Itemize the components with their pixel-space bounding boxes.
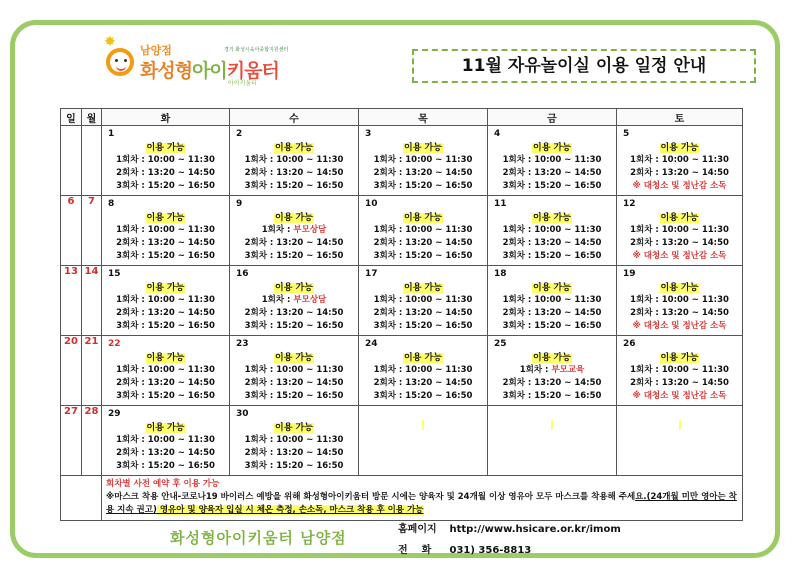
session-line: 2회차 : 13:20 ~ 14:50	[116, 168, 215, 178]
logo	[104, 34, 324, 90]
day-cell	[488, 406, 617, 476]
session-line: 2회차 : 13:20 ~ 14:50	[630, 378, 729, 388]
header-cell: 화	[102, 109, 230, 126]
session-line: 1회차 : 10:00 ~ 11:30	[116, 225, 215, 235]
status-label: 이용 가능	[660, 213, 699, 223]
calendar-table	[60, 108, 743, 521]
status-label	[617, 420, 742, 430]
status-label: 이용 가능	[146, 423, 185, 433]
smile-face-icon	[106, 48, 134, 76]
session-line: ※ 대청소 및 정난감 소독	[632, 321, 727, 331]
status-label: 이용 가능	[660, 283, 699, 293]
weekend-day-sun: 6	[61, 196, 82, 266]
day-cell	[102, 336, 230, 406]
status-label: 이용 가능	[404, 353, 442, 363]
status-label: 이용 가능	[404, 213, 442, 223]
session-line: 2회차 : 13:20 ~ 14:50	[630, 238, 729, 248]
mask-note: ※마스크 착용 안내-코로나19 바이러스 예방을 위해 화성형아이키움터 방문 시에는 양육자 및 24개월 이상 영유아 모두 마스크를 착용해 주세요.(24개월 미만 영아는 착용 지속 권고) 영유아 및 양육자 입실 시 체온 측정, 손소독, 마스크 착용 후 이용 가능	[106, 492, 737, 515]
day-number: 30	[236, 409, 249, 419]
session-line: 2회차 : 13:20 ~ 14:50	[373, 308, 473, 318]
session-line: 3회차 : 15:20 ~ 16:50	[244, 321, 344, 331]
session-line: 3회차 : 15:20 ~ 16:50	[244, 391, 344, 401]
session-line: 3회차 : 15:20 ~ 16:50	[116, 461, 215, 471]
session-line: 1회차 : 10:00 ~ 11:30	[244, 435, 344, 445]
status-label: 이용 가능	[146, 143, 185, 153]
day-cell	[230, 266, 359, 336]
day-number: 11	[494, 199, 507, 209]
session-line: 2회차 : 13:20 ~ 14:50	[373, 168, 473, 178]
status-label: 이용 가능	[275, 353, 313, 363]
day-cell	[617, 266, 743, 336]
weekend-day-mon: 21	[82, 336, 102, 406]
day-number: 25	[494, 339, 507, 349]
day-cell	[488, 126, 617, 196]
day-cell	[617, 406, 743, 476]
session-line: 2회차 : 13:20 ~ 14:50	[116, 378, 215, 388]
status-label: 이용 가능	[275, 213, 313, 223]
day-cell	[488, 336, 617, 406]
session-line: 2회차 : 13:20 ~ 14:50	[502, 378, 602, 388]
day-number: 23	[236, 339, 249, 349]
session-line: 1회차 : 10:00 ~ 11:30	[116, 365, 215, 375]
header-cell: 수	[230, 109, 359, 126]
session-line: 1회차 : 부모교육	[519, 365, 585, 375]
session-line: 1회차 : 10:00 ~ 11:30	[502, 155, 602, 165]
reservation-note: 회차별 사전 예약 후 이용 가능	[106, 479, 220, 489]
day-number: 9	[236, 199, 243, 209]
phone-label: 전 화	[398, 545, 432, 556]
day-cell	[617, 126, 743, 196]
status-label: 이용 가능	[275, 283, 313, 293]
session-line: 1회차 : 10:00 ~ 11:30	[244, 365, 344, 375]
day-number: 2	[236, 129, 243, 139]
session-line: 1회차 : 10:00 ~ 11:30	[373, 295, 473, 305]
session-line: 2회차 : 13:20 ~ 14:50	[244, 238, 344, 248]
session-line: ※ 대청소 및 정난감 소독	[632, 251, 727, 261]
day-cell	[230, 196, 359, 266]
week-row	[61, 196, 743, 266]
header-cell: 토	[617, 109, 743, 126]
session-line: 2회차 : 13:20 ~ 14:50	[244, 168, 344, 178]
session-line: ※ 대청소 및 정난감 소독	[632, 391, 727, 401]
day-number: 12	[623, 199, 636, 209]
session-line: 3회차 : 15:20 ~ 16:50	[373, 391, 473, 401]
session-line: 2회차 : 13:20 ~ 14:50	[116, 308, 215, 318]
session-line: 2회차 : 13:20 ~ 14:50	[116, 238, 215, 248]
day-cell	[359, 406, 488, 476]
day-number: 4	[494, 129, 501, 139]
session-line: 3회차 : 15:20 ~ 16:50	[502, 391, 602, 401]
status-label: 이용 가능	[275, 143, 313, 153]
header-cell: 목	[359, 109, 488, 126]
logo-branch: 남양점	[140, 44, 172, 57]
day-number: 19	[623, 269, 636, 279]
session-line: 1회차 : 10:00 ~ 11:30	[373, 155, 473, 165]
session-line: 2회차 : 13:20 ~ 14:50	[116, 448, 215, 458]
status-label: 이용 가능	[404, 143, 442, 153]
logo-name: 화성형아이키움터	[140, 60, 279, 82]
logo-org: 경기 화성시육아종합지원센터	[224, 47, 289, 53]
day-cell	[359, 126, 488, 196]
day-number: 29	[108, 409, 121, 419]
footer-phone	[398, 541, 531, 556]
weekend-day-sun: 20	[61, 336, 82, 406]
homepage-url[interactable]: http://www.hsicare.or.kr/imom	[449, 524, 621, 535]
week-row	[61, 336, 743, 406]
day-number: 24	[365, 339, 378, 349]
session-line: 1회차 : 10:00 ~ 11:30	[502, 295, 602, 305]
session-line: 1회차 : 부모상담	[261, 225, 327, 235]
session-line: 1회차 : 10:00 ~ 11:30	[116, 295, 215, 305]
weekend-day-mon: 7	[82, 196, 102, 266]
session-line: 2회차 : 13:20 ~ 14:50	[502, 168, 602, 178]
status-label: 이용 가능	[533, 213, 571, 223]
day-cell	[102, 196, 230, 266]
session-line: 2회차 : 13:20 ~ 14:50	[244, 448, 344, 458]
session-line: 2회차 : 13:20 ~ 14:50	[630, 308, 729, 318]
session-line: 1회차 : 10:00 ~ 11:30	[373, 365, 473, 375]
weekend-day-mon: 28	[82, 406, 102, 476]
status-label: 이용 가능	[533, 143, 571, 153]
weekend-day-mon	[82, 126, 102, 196]
status-label: 이용 가능	[146, 283, 185, 293]
session-line: 1회차 : 10:00 ~ 11:30	[116, 435, 215, 445]
session-line: 3회차 : 15:20 ~ 16:50	[116, 321, 215, 331]
weekend-day-sun: 27	[61, 406, 82, 476]
status-label	[488, 420, 616, 430]
day-number: 18	[494, 269, 507, 279]
notes-cell	[102, 476, 743, 521]
session-line: 3회차 : 15:20 ~ 16:50	[373, 321, 473, 331]
session-line: 1회차 : 10:00 ~ 11:30	[116, 155, 215, 165]
day-cell	[230, 406, 359, 476]
session-line: 1회차 : 10:00 ~ 11:30	[502, 225, 602, 235]
weekend-day-sun	[61, 126, 82, 196]
session-line: 1회차 : 10:00 ~ 11:30	[630, 365, 729, 375]
phone-number: 031) 356-8813	[449, 545, 532, 556]
day-number: 17	[365, 269, 378, 279]
day-cell	[488, 196, 617, 266]
day-number: 10	[365, 199, 378, 209]
page-title: 11월 자유놀이실 이용 일정 안내	[412, 49, 756, 83]
header-cell: 일	[61, 109, 82, 126]
day-cell	[488, 266, 617, 336]
status-label: 이용 가능	[533, 353, 571, 363]
day-cell	[617, 196, 743, 266]
session-line: 3회차 : 15:20 ~ 16:50	[244, 251, 344, 261]
week-row	[61, 266, 743, 336]
session-line: 3회차 : 15:20 ~ 16:50	[116, 251, 215, 261]
day-number: 26	[623, 339, 636, 349]
session-line: 2회차 : 13:20 ~ 14:50	[373, 238, 473, 248]
status-label: 이용 가능	[404, 283, 442, 293]
notes-spacer	[61, 476, 102, 521]
calendar-header-row	[61, 109, 743, 126]
session-line: 3회차 : 15:20 ~ 16:50	[244, 461, 344, 471]
session-line: 1회차 : 부모상담	[261, 295, 327, 305]
day-number: 16	[236, 269, 249, 279]
day-number: 8	[108, 199, 115, 209]
weekend-day-mon: 14	[82, 266, 102, 336]
week-row	[61, 126, 743, 196]
session-line: 3회차 : 15:20 ~ 16:50	[373, 181, 473, 191]
day-cell	[102, 406, 230, 476]
day-cell	[359, 196, 488, 266]
status-label: 이용 가능	[275, 423, 313, 433]
weekend-day-sun: 13	[61, 266, 82, 336]
session-line: 3회차 : 15:20 ~ 16:50	[244, 181, 344, 191]
week-row	[61, 406, 743, 476]
day-number: 15	[108, 269, 121, 279]
notes-row	[61, 476, 743, 521]
session-line: 2회차 : 13:20 ~ 14:50	[502, 308, 602, 318]
footer-center-name: 화성형아이키움터 남양점	[170, 529, 347, 547]
day-number: 1	[108, 129, 115, 139]
day-number: 3	[365, 129, 372, 139]
session-line: 1회차 : 10:00 ~ 11:30	[630, 155, 729, 165]
day-cell	[359, 336, 488, 406]
day-number: 22	[108, 339, 121, 349]
day-number: 5	[623, 129, 630, 139]
session-line: 3회차 : 15:20 ~ 16:50	[502, 181, 602, 191]
day-cell	[230, 336, 359, 406]
logo-tagline: 아이키움터	[228, 80, 257, 87]
session-line: 2회차 : 13:20 ~ 14:50	[244, 308, 344, 318]
day-cell	[617, 336, 743, 406]
day-cell	[102, 126, 230, 196]
footer-homepage	[398, 520, 621, 535]
session-line: 2회차 : 13:20 ~ 14:50	[630, 168, 729, 178]
session-line: 3회차 : 15:20 ~ 16:50	[502, 321, 602, 331]
status-label: 이용 가능	[146, 353, 185, 363]
day-cell	[102, 266, 230, 336]
session-line: 2회차 : 13:20 ~ 14:50	[502, 238, 602, 248]
header-cell: 금	[488, 109, 617, 126]
session-line: 1회차 : 10:00 ~ 11:30	[373, 225, 473, 235]
status-label: 이용 가능	[660, 353, 699, 363]
session-line: 2회차 : 13:20 ~ 14:50	[244, 378, 344, 388]
session-line: 3회차 : 15:20 ~ 16:50	[502, 251, 602, 261]
header-cell: 월	[82, 109, 102, 126]
day-cell	[359, 266, 488, 336]
status-label: 이용 가능	[533, 283, 571, 293]
session-line: 3회차 : 15:20 ~ 16:50	[116, 391, 215, 401]
status-label: 이용 가능	[660, 143, 699, 153]
session-line: 2회차 : 13:20 ~ 14:50	[373, 378, 473, 388]
session-line: 1회차 : 10:00 ~ 11:30	[630, 295, 729, 305]
session-line: 1회차 : 10:00 ~ 11:30	[630, 225, 729, 235]
session-line: 3회차 : 15:20 ~ 16:50	[373, 251, 473, 261]
status-label	[359, 420, 487, 430]
homepage-label: 홈페이지	[398, 524, 437, 535]
status-label: 이용 가능	[146, 213, 185, 223]
session-line: 1회차 : 10:00 ~ 11:30	[244, 155, 344, 165]
day-cell	[230, 126, 359, 196]
session-line: 3회차 : 15:20 ~ 16:50	[116, 181, 215, 191]
session-line: ※ 대청소 및 정난감 소독	[632, 181, 727, 191]
star-icon: ✸	[104, 34, 116, 50]
